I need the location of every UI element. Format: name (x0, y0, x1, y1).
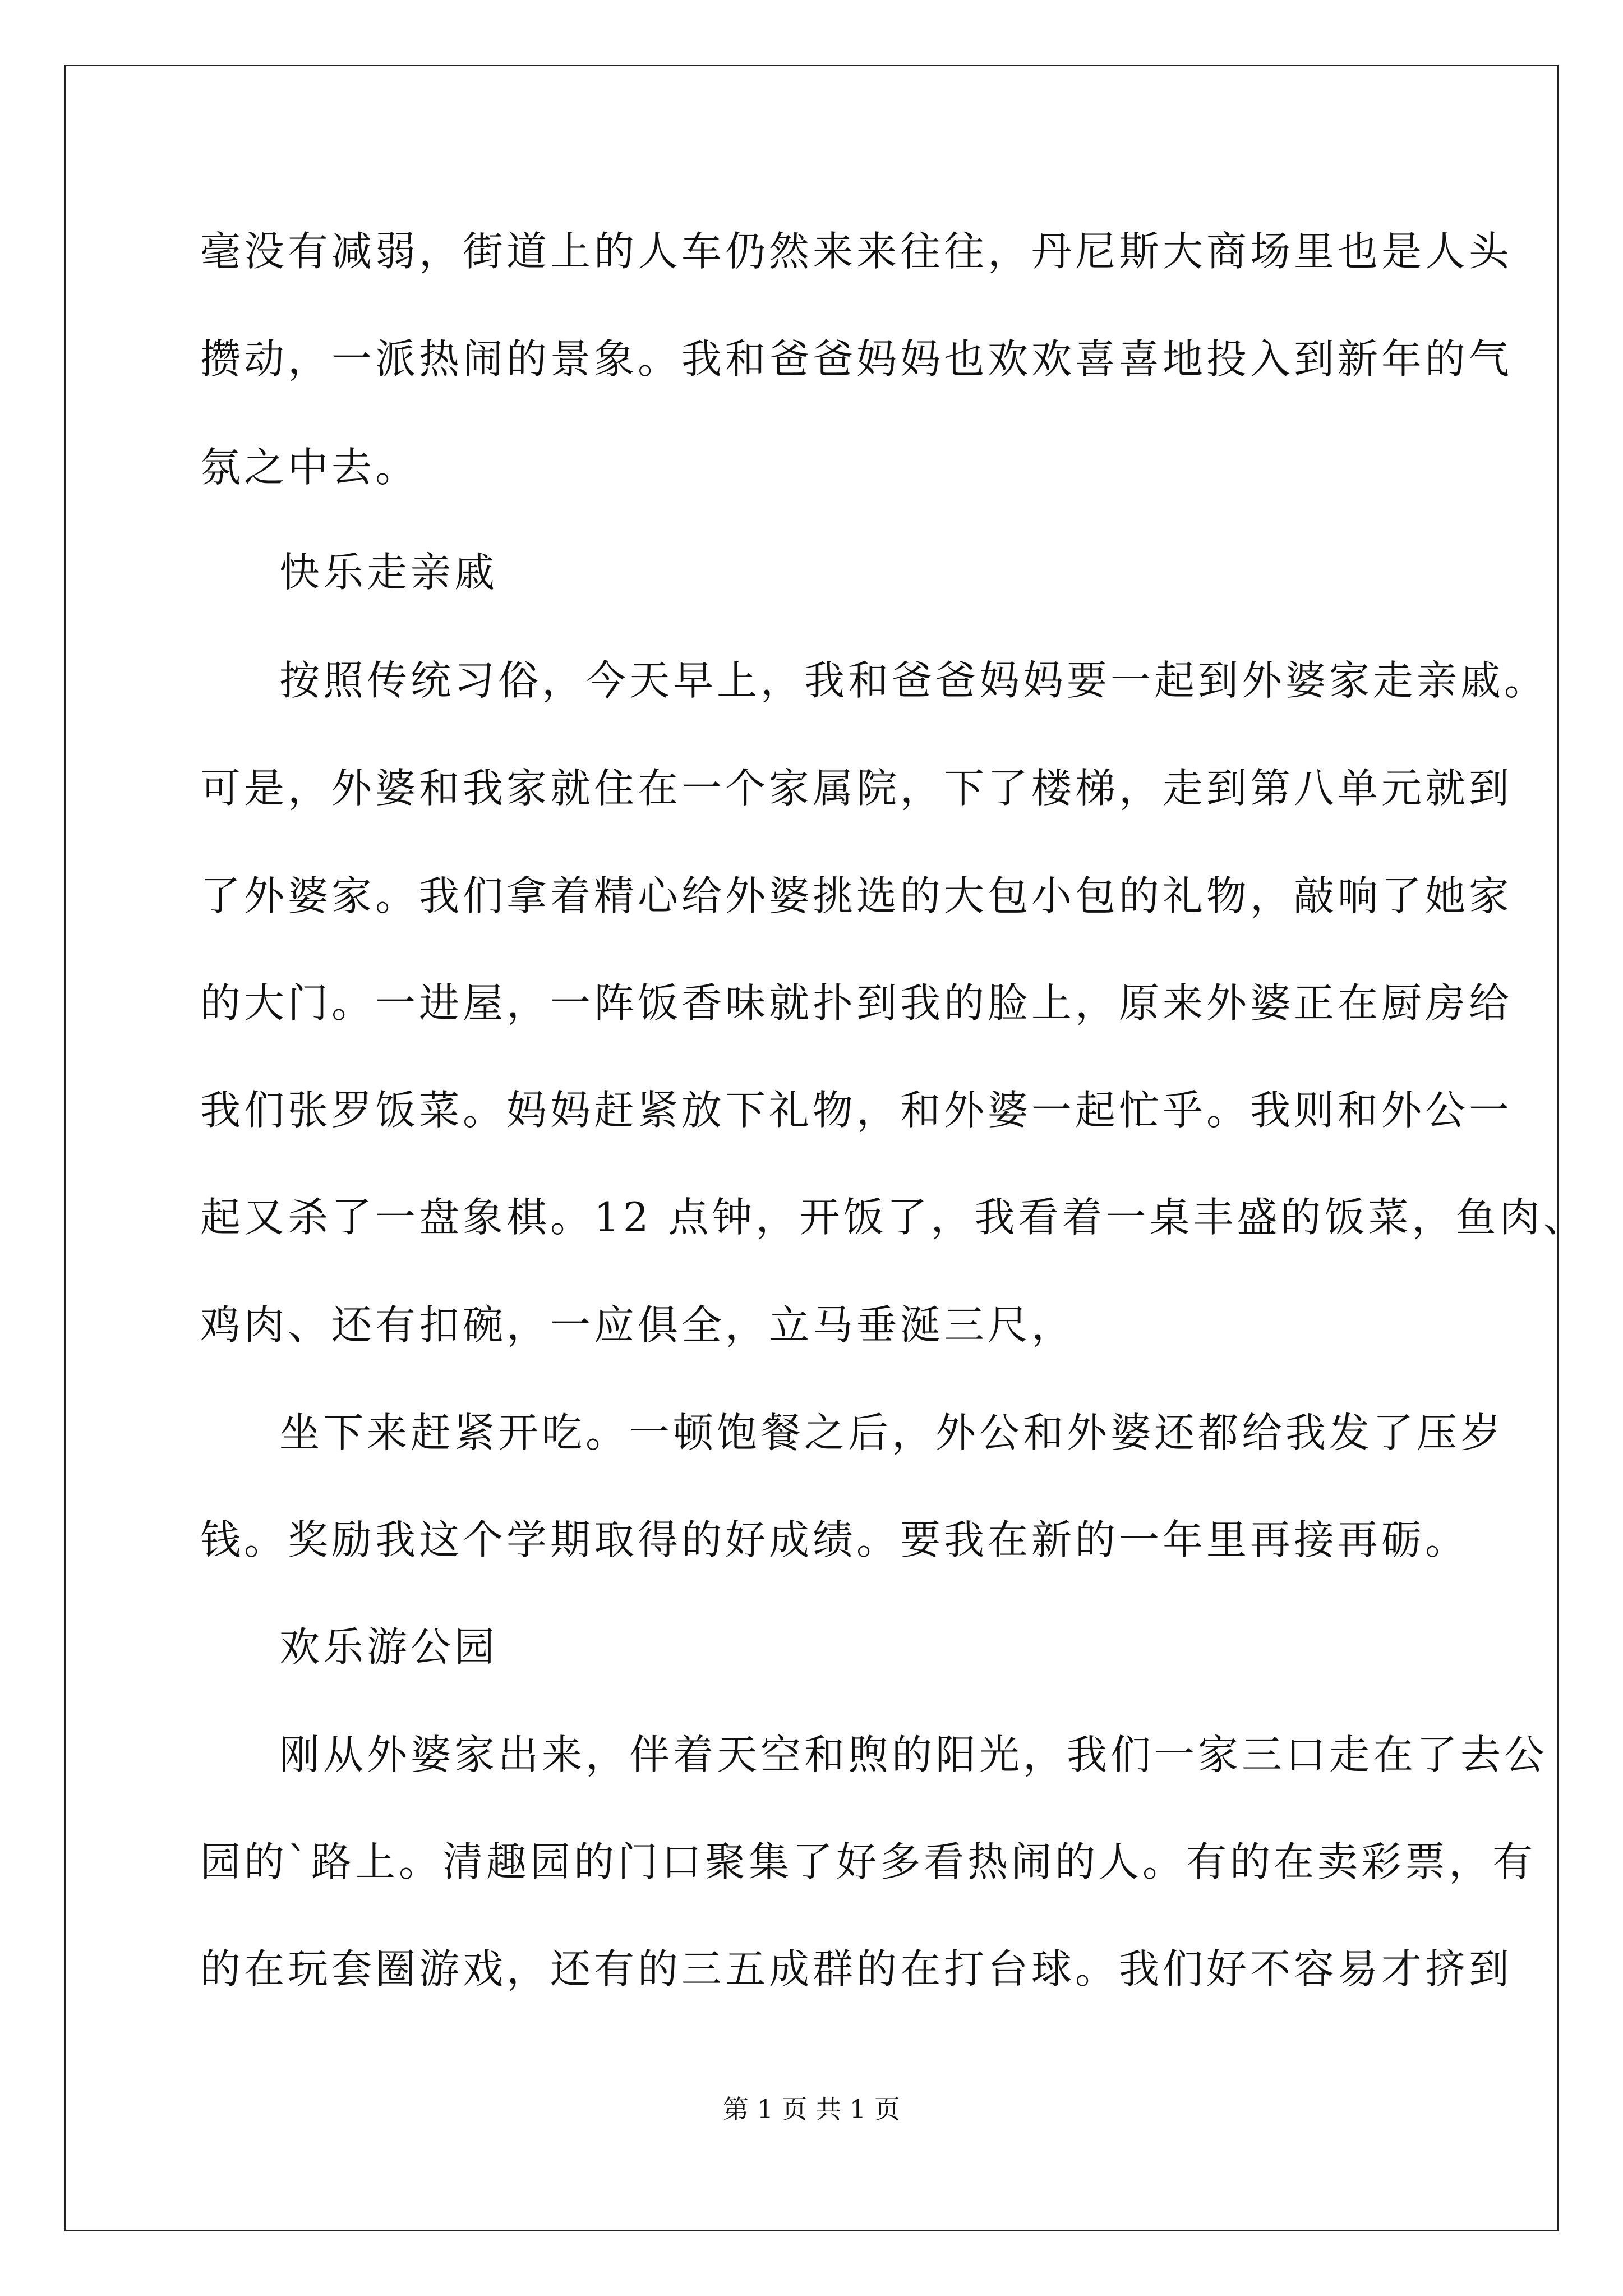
paragraph-line: 毫没有减弱，街道上的人车仍然来来往往，丹尼斯大商场里也是人头 (200, 228, 1513, 275)
paragraph-line: 鸡肉、还有扣碗，一应俱全，立马垂涎三尺， (200, 1301, 1076, 1349)
paragraph-line: 刚从外婆家出来，伴着天空和煦的阳光，我们一家三口走在了去公 (279, 1731, 1548, 1778)
paragraph-line: 坐下来赶紧开吃。一顿饱餐之后，外公和外婆还都给我发了压岁 (279, 1409, 1505, 1456)
paragraph-line: 氛之中去。 (200, 444, 419, 491)
paragraph-line: 起又杀了一盘象棋。12 点钟，开饭了，我看着一桌丰盛的饭菜，鱼肉、 (200, 1194, 1587, 1241)
paragraph-line: 了外婆家。我们拿着精心给外婆挑选的大包小包的礼物，敲响了她家 (200, 872, 1513, 919)
paragraph-line: 园的`路上。清趣园的门口聚集了好多看热闹的人。有的在卖彩票，有 (200, 1838, 1537, 1885)
paragraph-line: 的在玩套圈游戏，还有的三五成群的在打台球。我们好不容易才挤到 (200, 1945, 1513, 1993)
paragraph-line: 攒动，一派热闹的景象。我和爸爸妈妈也欢欢喜喜地投入到新年的气 (200, 335, 1513, 383)
section-heading: 欢乐游公园 (279, 1623, 499, 1671)
paragraph-line: 我们张罗饭菜。妈妈赶紧放下礼物，和外婆一起忙乎。我则和外公一 (200, 1087, 1513, 1134)
paragraph-line: 的大门。一进屋，一阵饭香味就扑到我的脸上，原来外婆正在厨房给 (200, 979, 1513, 1027)
paragraph-line: 按照传统习俗，今天早上，我和爸爸妈妈要一起到外婆家走亲戚。 (279, 657, 1548, 704)
paragraph-line: 可是，外婆和我家就住在一个家属院，下了楼梯，走到第八单元就到 (200, 765, 1513, 812)
section-heading: 快乐走亲戚 (279, 549, 499, 596)
paragraph-line: 钱。奖励我这个学期取得的好成绩。要我在新的一年里再接再砺。 (200, 1516, 1469, 1563)
page-footer: 第 1 页 共 1 页 (723, 2094, 900, 2124)
page-border (64, 65, 1559, 2231)
